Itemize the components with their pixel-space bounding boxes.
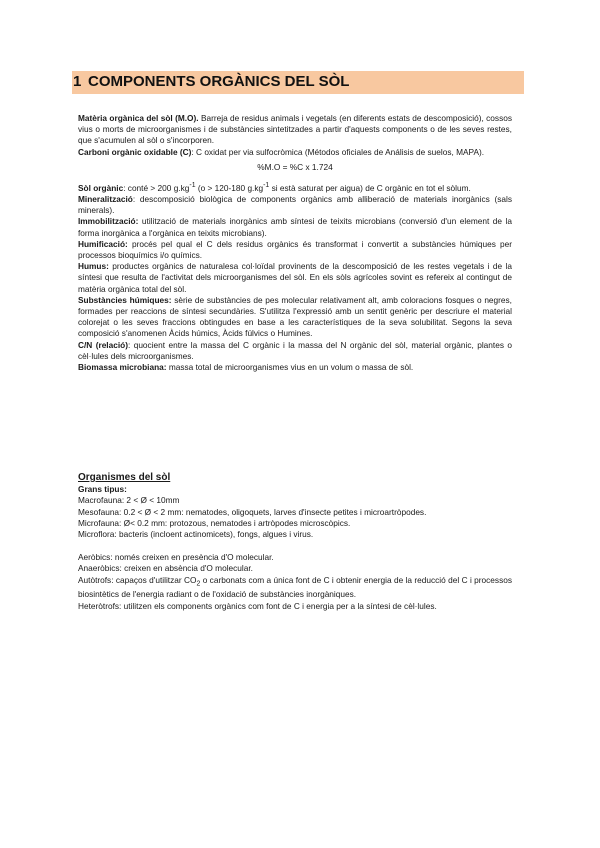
aerobics-line: Aeròbics: només creixen en presència d'O molecular. — [78, 552, 274, 563]
definitions-block — [78, 113, 512, 373]
autotrophs-line: Autòtrofs: capaços d'utilitzar $CO_2$ o carbonats com a única font de C i obtenir energia de la reducció del C i processos biosintètics de l'energia radiant o de l'oxidació de substàncies inorgàniques. — [78, 574, 512, 600]
spacer — [78, 540, 512, 552]
list-item: Microflora: bacteris (incloent actinomicets), fongs, algues i virus. — [78, 529, 314, 540]
organisms-heading: Organismes del sòl — [78, 472, 171, 483]
types-label: Grans tipus: — [78, 484, 127, 495]
definition-mineralization: Mineralització: descomposició biològica de components orgànics amb alliberació de materials inorgànics (sals minerals). — [78, 193, 512, 216]
definition-organic-carbon: Carboni orgànic oxidable (C): C oxidat per via sulfocròmica (Métodos oficiales de Análisis de suelos, MAPA). — [78, 146, 485, 157]
definition-humus: Humus: productes orgànics de naturalesa col·loïdal provinents de la descomposició de les restes vegetals i de la síntesi que resulta de l'activitat dels microorganismes del sòl. En els sòls agrícoles sovint es refereix al contingut de matèria orgànica total del sòl. — [78, 261, 512, 294]
term: C/N (relació) — [78, 339, 128, 350]
definition-humic-substances: Substàncies húmiques: sèrie de substàncies de pes molecular relativament alt, amb coloracions fosques o negres, formades per reaccions de síntesi secundàries. S'utilitza l'expressió amb un sentit genèric per descriure el material colorejat o les seves fraccions obtingudes en base a les característiques de la seva solubilitat. Segons la seva composició s'anomenen Àcids húmics, Àcids fúlvics o Humines. — [78, 294, 512, 339]
definition-humification: Humificació: procés pel qual el C dels residus orgànics és transformat i convertit a substàncies húmiques per processos bioquímics i/o químics. — [78, 238, 512, 260]
term: Humificació: — [78, 238, 128, 249]
term: Biomassa microbiana: — [78, 362, 167, 373]
list-item: Mesofauna: 0.2 < Ø < 2 mm: nematodes, oligoquets, larves d'insecte petites i microartròpodes. — [78, 506, 427, 517]
term: Immobilització: — [78, 216, 139, 227]
definition-immobilization: Immobilització: utilització de materials inorgànics amb síntesi de teixits microbians (conversió d'un element de la forma inorgànica a l'orgànica en teixits microbians). — [78, 216, 512, 238]
definition-organic-matter: Matèria orgànica del sòl (M.O). Barreja de residus animals i vegetals (en diferents estats de descomposició), cossos vius o morts de microorganismes i de substàncies sintetitzades a partir d'aquests components o de les seves restes, que s'acumulen al sòl o s'incorporen. — [78, 113, 512, 146]
definition-organic-soil: Sòl orgànic: conté > 200 $g.kg^{-1}$ (o > 120-180 $g.kg^{-1}$ si està saturat per aigua) de C orgànic en tot el sòlum. — [78, 182, 471, 193]
list-item: Macrofauna: 2 < Ø < 10mm — [78, 495, 180, 506]
section-number: 1 — [73, 73, 82, 90]
term: Matèria orgànica del sòl (M.O). — [78, 113, 199, 123]
term: Carboni orgànic oxidable (C) — [78, 146, 192, 157]
term: Substàncies húmiques: — [78, 294, 172, 305]
definition-cn-ratio: C/N (relació): quocient entre la massa del C orgànic i la massa del N orgànic del sòl, material orgànic, plantes o cèl·lules dels microorganismes. — [78, 339, 512, 361]
anaerobics-line: Anaeròbics: creixen en absència d'O molecular. — [78, 563, 253, 574]
formula: %M.O = %C x 1.724 — [257, 161, 333, 172]
list-item: Microfauna: Ø< 0.2 mm: protozous, nematodes i artròpodes microscòpics. — [78, 517, 351, 528]
heterotrophs-line: Heteròtrofs: utilitzen els components orgànics com font de C i energia per a la síntesi de cèl·lules. — [78, 600, 437, 611]
organisms-section — [78, 472, 512, 612]
term: Mineralització — [78, 193, 133, 204]
definition-microbial-biomass: Biomassa microbiana: massa total de microorganismes vius en un volum o massa de sòl. — [78, 362, 414, 373]
section-title: COMPONENTS ORGÀNICS DEL SÒL — [88, 73, 350, 90]
term: Sòl orgànic — [78, 182, 124, 193]
term: Humus: — [78, 261, 109, 272]
